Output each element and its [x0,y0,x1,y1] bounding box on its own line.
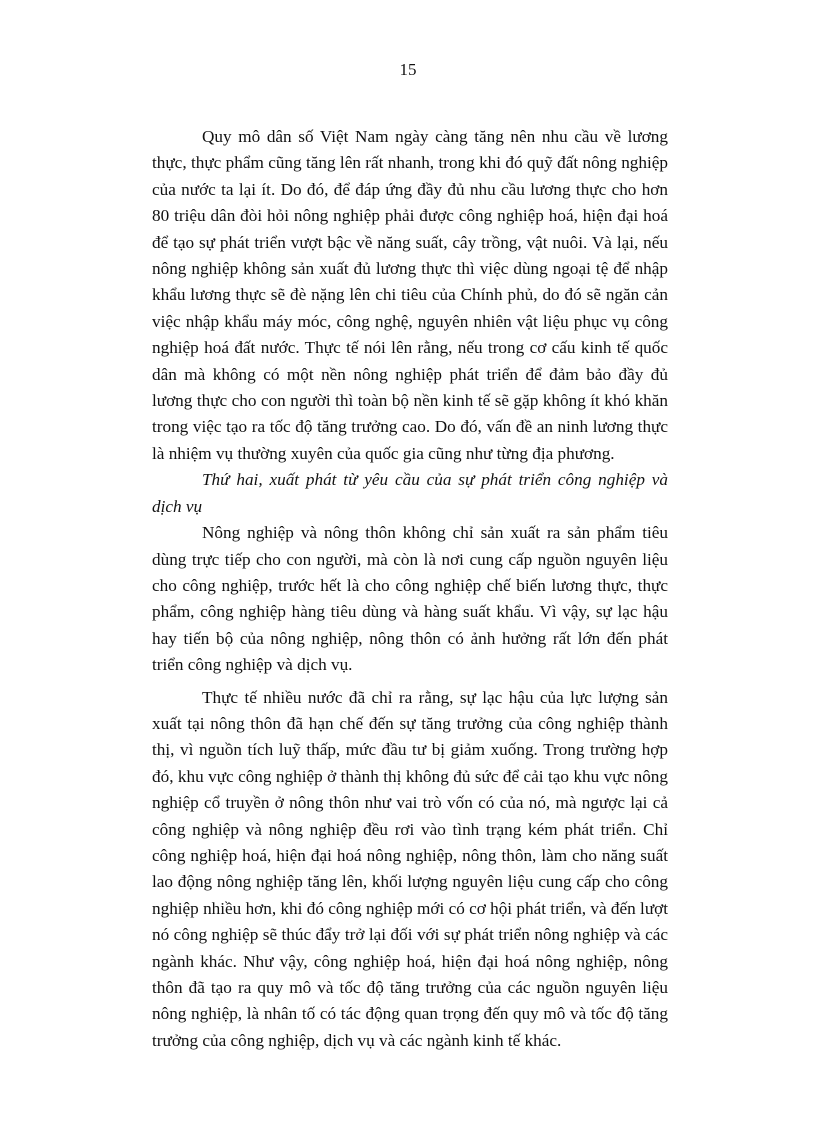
body-text [152,124,668,1054]
paragraph-growth-interdependence: Thực tế nhiều nước đã chỉ ra rằng, sự lạc hậu của lực lượng sản xuất tại nông thôn đã hạn chế đến sự tăng trưởng của công nghiệp thành thị, vì nguồn tích luỹ thấp, mức đầu tư bị giảm xuống. Trong trường hợp đó, khu vực công nghiệp ở thành thị không đủ sức để cải tạo khu vực nông nghiệp cổ truyền ở nông thôn như vai trò vốn có của nó, mà ngược lại cả công nghiệp và nông nghiệp đều rơi vào tình trạng kém phát triển. Chỉ công nghiệp hoá, hiện đại hoá nông nghiệp, nông thôn, làm cho năng suất lao động nông nghiệp tăng lên, khối lượng nguyên liệu cung cấp cho công nghiệp nhiều hơn, khi đó công nghiệp mới có cơ hội phát triển, và đến lượt nó công nghiệp sẽ thúc đẩy trở lại đối với sự phát triển nông nghiệp và các ngành khác. Như vậy, công nghiệp hoá, hiện đại hoá nông nghiệp, nông thôn đã tạo ra quy mô và tốc độ tăng trưởng của các nguồn nguyên liệu nông nghiệp, là nhân tố có tác động quan trọng đến quy mô và tốc độ tăng trưởng của công nghiệp, dịch vụ và các ngành kinh tế khác. [152,687,668,1050]
paragraph-raw-materials: Nông nghiệp và nông thôn không chỉ sản xuất ra sản phẩm tiêu dùng trực tiếp cho con người, mà còn là nơi cung cấp nguồn nguyên liệu cho công nghiệp, trước hết là cho công nghiệp chế biến lương thực, thực phẩm, công nghiệp hàng tiêu dùng và hàng suất khẩu. Vì vậy, sự lạc hậu hay tiến bộ của nông nghiệp, nông thôn có ảnh hưởng rất lớn đến phát triển công nghiệp và dịch vụ. [152,523,668,675]
section-heading-industry-services: Thứ hai, xuất phát từ yêu cầu của sự phát triển công nghiệp và dịch vụ [152,470,668,516]
page-number: 15 [399,60,417,79]
paragraph-food-security: Quy mô dân số Việt Nam ngày càng tăng nên nhu cầu về lương thực, thực phẩm cũng tăng lên rất nhanh, trong khi đó quỹ đất nông nghiệp của nước ta lại ít. Do đó, để đáp ứng đầy đủ nhu cầu lương thực cho hơn 80 triệu dân đòi hỏi nông nghiệp phải được công nghiệp hoá, hiện đại hoá để tạo sự phát triển vượt bậc về năng suất, cây trồng, vật nuôi. Và lại, nếu nông nghiệp không sản xuất đủ lương thực thì việc dùng ngoại tệ để nhập khẩu lương thực sẽ đè nặng lên chi tiêu của Chính phủ, do đó sẽ ngăn cản việc nhập khẩu máy móc, công nghệ, nguyên nhiên vật liệu phục vụ công nghiệp hoá đất nước. Thực tế nói lên rằng, nếu trong cơ cấu kinh tế quốc dân mà không có một nền nông nghiệp phát triển để đảm bảo đầy đủ lương thực cho con người thì toàn bộ nền kinh tế sẽ gặp không ít khó khăn trong việc tạo ra tốc độ tăng trưởng cao. Do đó, vấn đề an ninh lương thực là nhiệm vụ thường xuyên của quốc gia cũng như từng địa phương. [152,127,668,463]
